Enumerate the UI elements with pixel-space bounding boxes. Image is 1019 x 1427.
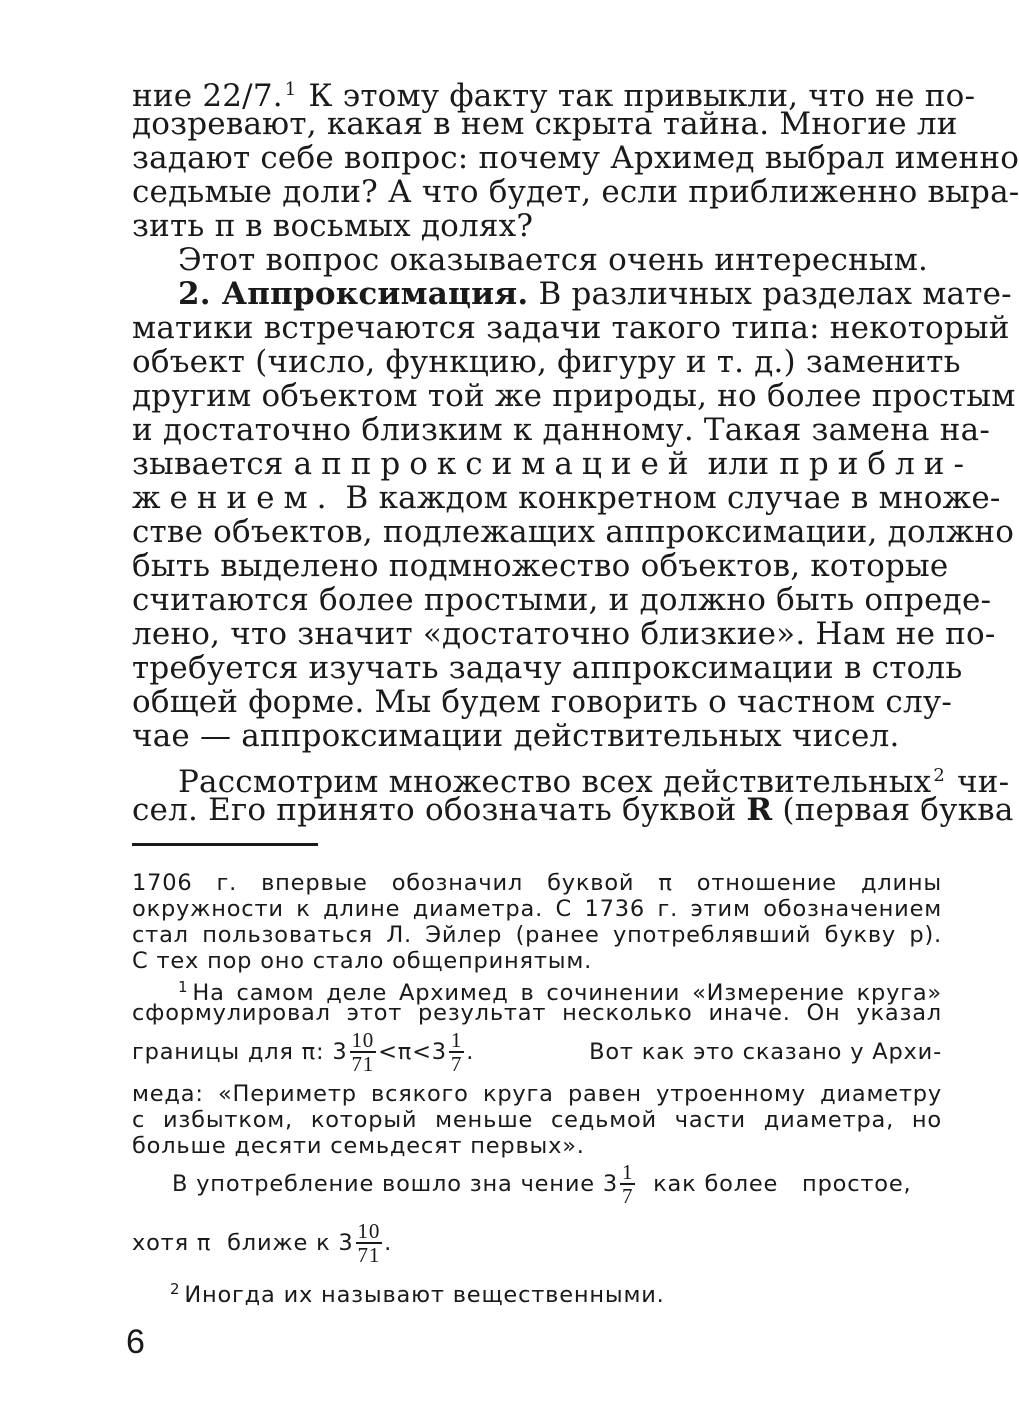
main-line-11: и достаточно близким к данному. Такая замена на- [132,412,991,448]
section-heading-line: 2. Аппроксимация. В различных разделах мате- [178,276,1012,312]
fraction-1-7-b: $\frac{1}{7}$ [621,1160,634,1208]
main-line-4: седьмые доли? А что будет, если приближенно выра- [132,174,1019,210]
footnote-1-line-1: $^1$ На самом деле Архимед в сочинении «Измерение круга» [178,978,942,1006]
main-line-1: ние 22/7. $^1$ К этому факту так привыкли, что не по- [132,78,976,114]
footnote-2: $^2$ Иногда их называют вещественными. [170,1280,665,1308]
main-line-20: чае — аппроксимации действительных чисел. [132,718,900,754]
main-line-10: другим объектом той же природы, но более простым [132,378,1016,414]
footnote-line-4: С тех пор оно стало общепринятым. [132,948,593,974]
page-number: 6 [126,1323,145,1361]
main-line-18: требуется изучать задачу аппроксимации в столь [132,650,963,686]
main-line-21: Рассмотрим множество всех действительных $^2$ чи- [178,764,1010,800]
main-line-19: общей форме. Мы будем говорить о частном слу- [132,684,952,720]
footnote-1-line-3: границы для π: 3 $\frac{10}{71}$ <π<3 $\frac{1}{7}$ . Вот как это сказано у Архи- [132,1028,942,1076]
term-approximation: аппроксимацией [293,446,698,482]
footnote-1-line-4: меда: «Периметр всякого круга равен утроенному диаметру [132,1081,942,1107]
main-line-16: считаются более простыми, и должно быть опреде- [132,582,992,618]
main-line-13: жением. В каждом конкретном случае в множе- [132,480,1001,516]
fraction-10-71-b: $\frac{10}{71}$ [357,1219,381,1267]
fraction-10-71: $\frac{10}{71}$ [351,1028,375,1076]
footnote-line-2: окружности к длине диаметра. С 1736 г. этим обозначением [132,896,942,922]
term-rapprochement: прибли- [779,446,973,482]
footnote-1-line-8: хотя π ближе к 3 $\frac{10}{71}$ . [132,1219,393,1267]
footnote-1-line-5: с избытком, который меньше седьмой части диаметра, но [132,1107,942,1133]
main-line-17: лено, что значит «достаточно близкие». Нам не по- [132,616,996,652]
pi-bounds-formula: границы для π: 3 $\frac{10}{71}$ <π<3 $\frac{1}{7}$ . [132,1028,475,1076]
footnote-line-1: 1706 г. впервые обозначил буквой π отношение длины [132,870,942,896]
main-line-3: задают себе вопрос: почему Архимед выбрал именно [132,140,1019,176]
main-line-6: Этот вопрос оказывается очень интересным. [178,242,929,278]
footnote-1-line-2: сформулировал этот результат несколько иначе. Он указал [132,1000,942,1026]
main-line-12: зывается аппроксимацией или прибли- [132,446,973,482]
main-line-22: сел. Его принято обозначать буквой R (первая буква [132,792,1014,828]
main-line-14: стве объектов, подлежащих аппроксимации, должно [132,514,1015,550]
set-symbol-R: R [746,792,773,828]
main-line-9: объект (число, функцию, фигуру и т. д.) заменить [132,344,961,380]
footnote-1-line-6: больше десяти семьдесят первых». [132,1133,585,1159]
main-line-15: быть выделено подмножество объектов, которые [132,548,949,584]
fraction-1-7: $\frac{1}{7}$ [450,1028,463,1076]
footnote-line-3: стал пользоваться Л. Эйлер (ранее употреблявший букву p). [132,922,942,948]
footnote-separator [132,843,318,846]
section-heading: 2. Аппроксимация. [178,276,529,312]
main-line-2: дозревают, какая в нем скрыта тайна. Многие ли [132,106,958,142]
footnote-1-line-7: В употребление вошло зна чение 3 $\frac{1}{7}$ как более простое, [172,1160,912,1208]
main-line-8: матики встречаются задачи такого типа: некоторый [132,310,1010,346]
main-line-5: зить π в восьмых долях? [132,208,534,244]
